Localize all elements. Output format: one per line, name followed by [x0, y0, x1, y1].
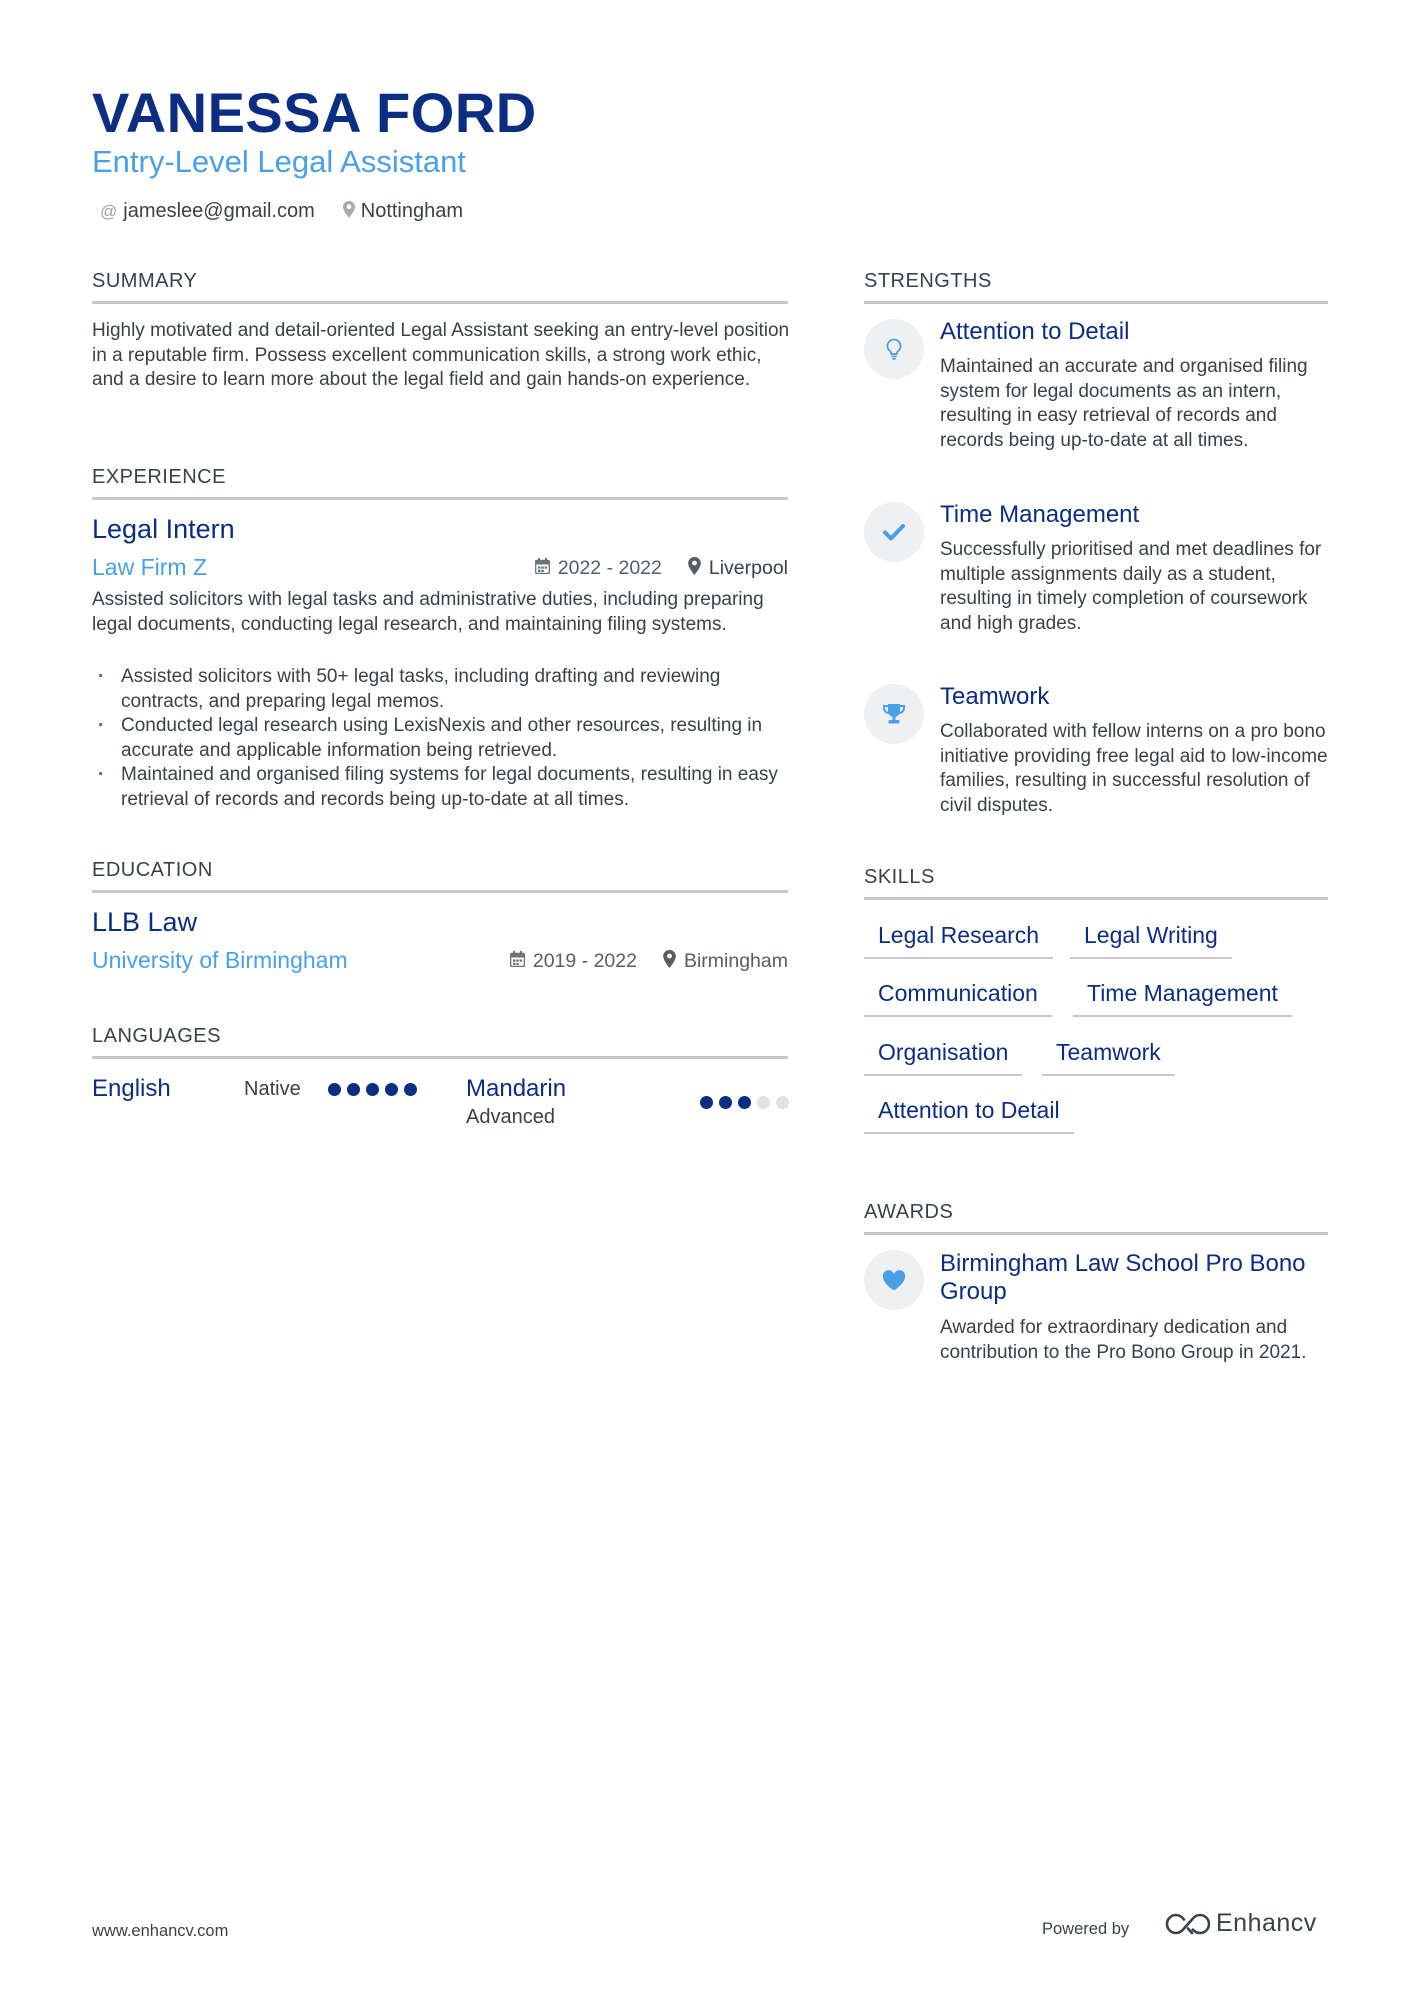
- rating-dot-empty: [776, 1096, 789, 1109]
- strength-text: Collaborated with fellow interns on a pro bono initiative providing free legal aid to low-income families, resulting in successful resolution of civil disputes.: [940, 721, 1328, 816]
- strength-text: Successfully prioritised and met deadlines for multiple assignments daily as a student, resulting in timely completion of coursework and high grades.: [940, 539, 1322, 634]
- award-title: Birmingham Law School Pro Bono Group: [940, 1250, 1306, 1305]
- location-pin-icon: [343, 201, 355, 223]
- language-rating: [700, 1096, 789, 1109]
- education-meta: [510, 950, 788, 973]
- experience-role: Legal Intern: [92, 514, 235, 544]
- education-degree: LLB Law: [92, 907, 198, 937]
- rating-dot-filled: [366, 1083, 379, 1096]
- rating-dot-filled: [738, 1096, 751, 1109]
- skill-tag: Legal Writing: [1070, 922, 1232, 959]
- education-heading: EDUCATION: [92, 859, 788, 893]
- strength-title: Time Management: [940, 501, 1140, 528]
- enhancv-logo[interactable]: [1162, 1909, 1317, 1938]
- email-text: jameslee@gmail.com: [123, 200, 315, 222]
- checkmark-icon: [864, 502, 924, 562]
- language-name: Mandarin: [466, 1075, 567, 1102]
- rating-dot-filled: [700, 1096, 713, 1109]
- rating-dot-filled: [347, 1083, 360, 1096]
- footer-url[interactable]: www.enhancv.com: [92, 1922, 229, 1940]
- strength-title: Teamwork: [940, 683, 1050, 710]
- skill-tag: Communication: [864, 980, 1052, 1017]
- language-level: Advanced: [466, 1106, 555, 1128]
- experience-description: Assisted solicitors with legal tasks and administrative duties, including preparing legal documents, conducting legal research, and maintaining filing systems.: [92, 589, 764, 635]
- list-item: · Conducted legal research using LexisNexis and other resources, resulting in accurate and applicable information being retrieved.: [92, 714, 792, 763]
- list-item: · Maintained and organised filing systems for legal documents, resulting in easy retrieval of records and records being up-to-date at all times.: [92, 763, 792, 812]
- contact-email[interactable]: [100, 200, 315, 223]
- calendar-icon: [535, 558, 550, 579]
- list-item: · Assisted solicitors with 50+ legal tasks, including drafting and reviewing contracts, and preparing legal memos.: [92, 665, 792, 714]
- skills-heading: SKILLS: [864, 866, 1328, 900]
- rating-dot-filled: [719, 1096, 732, 1109]
- experience-meta: [535, 557, 788, 580]
- rating-dot-filled: [385, 1083, 398, 1096]
- summary-heading: SUMMARY: [92, 270, 788, 304]
- summary-text: Highly motivated and detail-oriented Legal Assistant seeking an entry-level position in a reputable firm. Possess excellent communication skills, a strong work ethic, and a desire to learn more about the legal field and gain hands-on experience.: [92, 320, 790, 390]
- location-pin-icon: [663, 950, 676, 973]
- location-pin-icon: [688, 557, 701, 580]
- enhancv-logo-icon: [1162, 1911, 1210, 1937]
- skill-tag: Attention to Detail: [864, 1097, 1074, 1134]
- at-icon: @: [100, 201, 118, 221]
- calendar-icon: [510, 951, 525, 972]
- strength-title: Attention to Detail: [940, 318, 1130, 345]
- powered-by-label: Powered by: [1042, 1920, 1130, 1938]
- award-text: Awarded for extraordinary dedication and contribution to the Pro Bono Group in 2021.: [940, 1317, 1307, 1363]
- candidate-title: Entry-Level Legal Assistant: [92, 144, 466, 179]
- rating-dot-filled: [404, 1083, 417, 1096]
- education-location: Birmingham: [683, 950, 788, 972]
- skill-tag: Time Management: [1073, 980, 1292, 1017]
- candidate-name: VANESSA FORD: [92, 81, 537, 144]
- skill-tag: Teamwork: [1042, 1039, 1175, 1076]
- heart-icon: [864, 1250, 924, 1310]
- language-level: Native: [244, 1078, 301, 1100]
- lightbulb-icon: [864, 319, 924, 379]
- education-dates: 2019 - 2022: [532, 950, 637, 972]
- experience-bullets: [92, 665, 792, 812]
- experience-location: Liverpool: [708, 557, 788, 579]
- skill-tag: Organisation: [864, 1039, 1022, 1076]
- languages-heading: LANGUAGES: [92, 1025, 788, 1059]
- contact-bar: [100, 200, 491, 223]
- location-text: Nottingham: [360, 200, 464, 222]
- language-rating: [328, 1083, 417, 1096]
- trophy-icon: [864, 684, 924, 744]
- contact-location: [343, 200, 463, 223]
- language-name: English: [92, 1075, 171, 1102]
- experience-dates: 2022 - 2022: [557, 557, 662, 579]
- skill-tag: Legal Research: [864, 922, 1053, 959]
- education-school: University of Birmingham: [92, 947, 348, 973]
- rating-dot-filled: [328, 1083, 341, 1096]
- experience-heading: EXPERIENCE: [92, 466, 788, 500]
- awards-heading: AWARDS: [864, 1201, 1328, 1235]
- experience-company: Law Firm Z: [92, 554, 207, 580]
- strength-text: Maintained an accurate and organised filing system for legal documents as an intern, resulting in easy retrieval of records and records being up-to-date at all times.: [940, 356, 1308, 451]
- rating-dot-empty: [757, 1096, 770, 1109]
- strengths-heading: STRENGTHS: [864, 270, 1328, 304]
- enhancv-brand-text: Enhancv: [1216, 1909, 1317, 1937]
